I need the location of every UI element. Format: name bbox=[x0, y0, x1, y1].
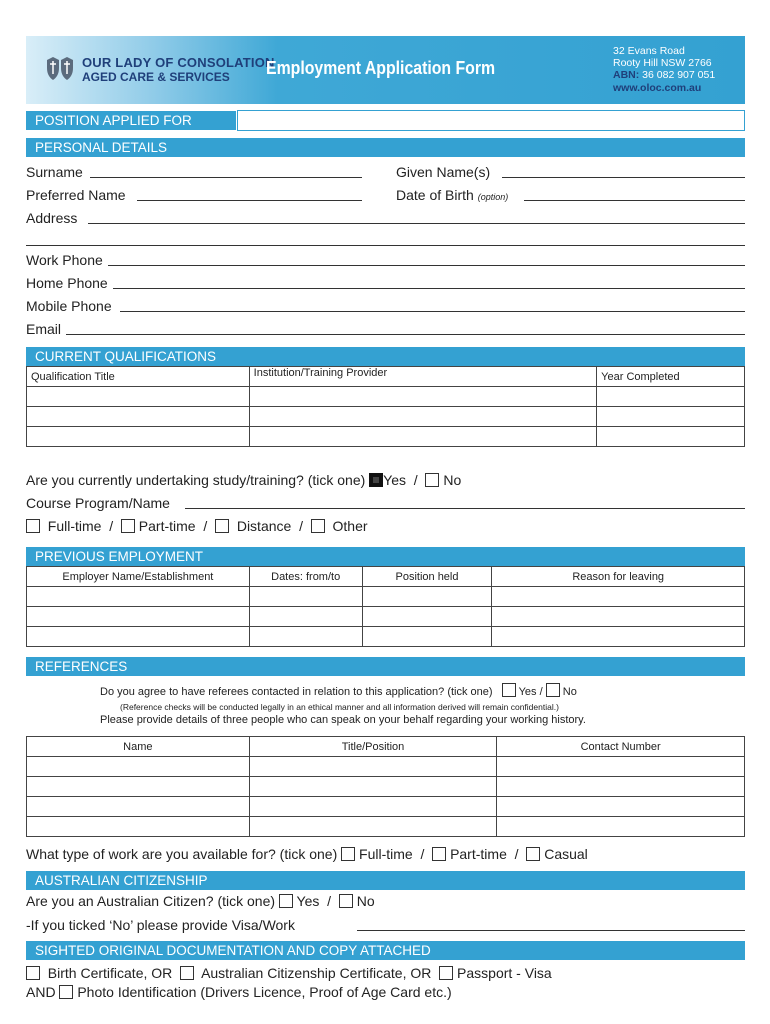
dob-field[interactable] bbox=[524, 200, 745, 201]
references-table bbox=[26, 736, 745, 837]
address-field[interactable] bbox=[88, 223, 745, 224]
visa-label: -If you ticked ‘No’ please provide Visa/Work bbox=[26, 917, 295, 933]
column-header: Name bbox=[27, 737, 250, 757]
email-field[interactable] bbox=[66, 334, 745, 335]
referee-no-checkbox[interactable] bbox=[546, 683, 560, 697]
citizen-no-checkbox[interactable] bbox=[339, 894, 353, 908]
column-header: Title/Position bbox=[249, 737, 497, 757]
table-header-row bbox=[27, 367, 745, 387]
employment-heading: PREVIOUS EMPLOYMENT bbox=[26, 547, 745, 566]
table-row[interactable] bbox=[27, 797, 745, 817]
dob-label bbox=[396, 187, 508, 203]
qualifications-heading: CURRENT QUALIFICATIONS bbox=[26, 347, 745, 366]
study-yes-checkbox[interactable] bbox=[369, 473, 383, 487]
org-name: OUR LADY OF CONSOLATION bbox=[82, 55, 275, 70]
and-label: AND bbox=[26, 984, 56, 1000]
study-question-row bbox=[26, 472, 461, 488]
fulltime-checkbox[interactable] bbox=[26, 519, 40, 533]
preferred-name-label: Preferred Name bbox=[26, 187, 126, 203]
documents-row1 bbox=[26, 965, 552, 981]
citizen-question: Are you an Australian Citizen? (tick one) bbox=[26, 893, 276, 909]
page-title: Employment Application Form bbox=[266, 58, 496, 78]
table-header-row bbox=[27, 567, 745, 587]
preferred-name-field[interactable] bbox=[137, 200, 362, 201]
availability-row: What type of work are you available for? (tick one) Full-time / Part-time / Casual bbox=[26, 846, 588, 862]
crest-logo-icon bbox=[44, 56, 76, 82]
email-label: Email bbox=[26, 321, 62, 337]
dob-option: (option) bbox=[477, 192, 509, 202]
avail-parttime-label: Part-time bbox=[450, 846, 507, 862]
distance-checkbox[interactable] bbox=[215, 519, 229, 533]
reference-instruction: Please provide details of three people who can speak on your behalf regarding your working history. bbox=[100, 714, 586, 726]
distance-label: Distance bbox=[236, 518, 292, 534]
referee-yes-checkbox[interactable] bbox=[502, 683, 516, 697]
other-label: Other bbox=[332, 518, 368, 534]
passport-checkbox[interactable] bbox=[439, 966, 453, 980]
given-names-field[interactable] bbox=[502, 177, 745, 178]
study-no-label: No bbox=[443, 472, 462, 488]
avail-casual-label: Casual bbox=[544, 846, 588, 862]
parttime-label: Part-time bbox=[138, 518, 196, 534]
birth-cert-label: Birth Certificate, OR bbox=[47, 965, 173, 981]
abn-value: 36 082 907 051 bbox=[642, 69, 716, 81]
org-subtitle: AGED CARE & SERVICES bbox=[82, 70, 230, 84]
citizen-yes-checkbox[interactable] bbox=[279, 894, 293, 908]
study-yes-label: Yes bbox=[383, 472, 407, 488]
work-phone-field[interactable] bbox=[108, 265, 745, 266]
given-names-label: Given Name(s) bbox=[396, 164, 491, 180]
qualifications-table bbox=[26, 366, 745, 447]
photo-id-label: Photo Identification (Drivers Licence, Proof of Age Card etc.) bbox=[77, 984, 452, 1000]
referee-consent-row: Do you agree to have referees contacted in relation to this application? (tick one) Yes / No bbox=[100, 683, 577, 698]
address-label: Address bbox=[26, 210, 78, 226]
study-no-checkbox[interactable] bbox=[425, 473, 439, 487]
abn-line bbox=[613, 69, 715, 81]
address-line1: 32 Evans Road bbox=[613, 45, 685, 57]
separator: / bbox=[413, 472, 418, 488]
column-header: Reason for leaving bbox=[492, 567, 745, 587]
column-header: Qualification Title bbox=[27, 367, 250, 387]
availability-question: What type of work are you available for? (tick one) bbox=[26, 846, 338, 862]
dob-text: Date of Birth bbox=[396, 187, 474, 203]
personal-details-heading: PERSONAL DETAILS bbox=[26, 138, 745, 157]
home-phone-field[interactable] bbox=[113, 288, 745, 289]
references-heading: REFERENCES bbox=[26, 657, 745, 676]
citizenship-cert-label: Australian Citizenship Certificate, OR bbox=[201, 965, 432, 981]
documentation-heading: SIGHTED ORIGINAL DOCUMENTATION AND COPY ATTACHED bbox=[26, 941, 745, 960]
address-line2: Rooty Hill NSW 2766 bbox=[613, 57, 712, 69]
course-program-field[interactable] bbox=[185, 508, 745, 509]
avail-fulltime-checkbox[interactable] bbox=[341, 847, 355, 861]
table-row[interactable] bbox=[27, 757, 745, 777]
table-row[interactable] bbox=[27, 427, 745, 447]
citizen-row: Are you an Australian Citizen? (tick one) Yes / No bbox=[26, 893, 375, 909]
column-header: Position held bbox=[362, 567, 492, 587]
avail-fulltime-label: Full-time bbox=[359, 846, 413, 862]
citizen-yes-label: Yes bbox=[296, 893, 320, 909]
table-row[interactable] bbox=[27, 407, 745, 427]
work-phone-label: Work Phone bbox=[26, 252, 103, 268]
reference-note: (Reference checks will be conducted legally in an ethical manner and all information derived will remain confidential.) bbox=[120, 702, 559, 712]
column-header: Year Completed bbox=[597, 367, 745, 387]
table-row[interactable] bbox=[27, 387, 745, 407]
table-row[interactable] bbox=[27, 777, 745, 797]
study-question: Are you currently undertaking study/training? (tick one) bbox=[26, 472, 366, 488]
column-header: Dates: from/to bbox=[249, 567, 362, 587]
table-row[interactable] bbox=[27, 627, 745, 647]
referee-yes-label: Yes bbox=[518, 686, 537, 698]
position-label: POSITION APPLIED FOR bbox=[26, 111, 236, 130]
home-phone-label: Home Phone bbox=[26, 275, 108, 291]
passport-label: Passport - Visa bbox=[457, 965, 552, 981]
avail-casual-checkbox[interactable] bbox=[526, 847, 540, 861]
photo-id-checkbox[interactable] bbox=[59, 985, 73, 999]
table-header-row bbox=[27, 737, 745, 757]
table-row[interactable] bbox=[27, 607, 745, 627]
visa-field[interactable] bbox=[357, 930, 745, 931]
other-checkbox[interactable] bbox=[311, 519, 325, 533]
column-header: Institution/Training Provider bbox=[249, 367, 596, 387]
referee-question: Do you agree to have referees contacted in relation to this application? (tick one) bbox=[100, 686, 493, 698]
parttime-checkbox[interactable] bbox=[121, 519, 135, 533]
avail-parttime-checkbox[interactable] bbox=[432, 847, 446, 861]
documents-row2 bbox=[26, 984, 452, 1000]
mobile-phone-field[interactable] bbox=[120, 311, 745, 312]
citizenship-heading: AUSTRALIAN CITIZENSHIP bbox=[26, 871, 745, 890]
employment-table bbox=[26, 566, 745, 647]
abn-label: ABN: bbox=[613, 69, 640, 81]
citizenship-cert-checkbox[interactable] bbox=[180, 966, 194, 980]
course-program-label: Course Program/Name bbox=[26, 495, 170, 511]
column-header: Contact Number bbox=[497, 737, 745, 757]
table-row[interactable] bbox=[27, 817, 745, 837]
birth-cert-checkbox[interactable] bbox=[26, 966, 40, 980]
address-field-line2[interactable] bbox=[26, 245, 745, 246]
position-input[interactable] bbox=[237, 110, 745, 131]
surname-field[interactable] bbox=[90, 177, 362, 178]
website-link[interactable]: www.oloc.com.au bbox=[613, 82, 702, 94]
citizen-no-label: No bbox=[356, 893, 375, 909]
referee-no-label: No bbox=[562, 686, 577, 698]
column-header: Employer Name/Establishment bbox=[27, 567, 250, 587]
study-mode-row: Full-time / Part-time / Distance / Other bbox=[26, 518, 368, 534]
fulltime-label: Full-time bbox=[47, 518, 102, 534]
table-row[interactable] bbox=[27, 587, 745, 607]
mobile-phone-label: Mobile Phone bbox=[26, 298, 112, 314]
surname-label: Surname bbox=[26, 164, 83, 180]
